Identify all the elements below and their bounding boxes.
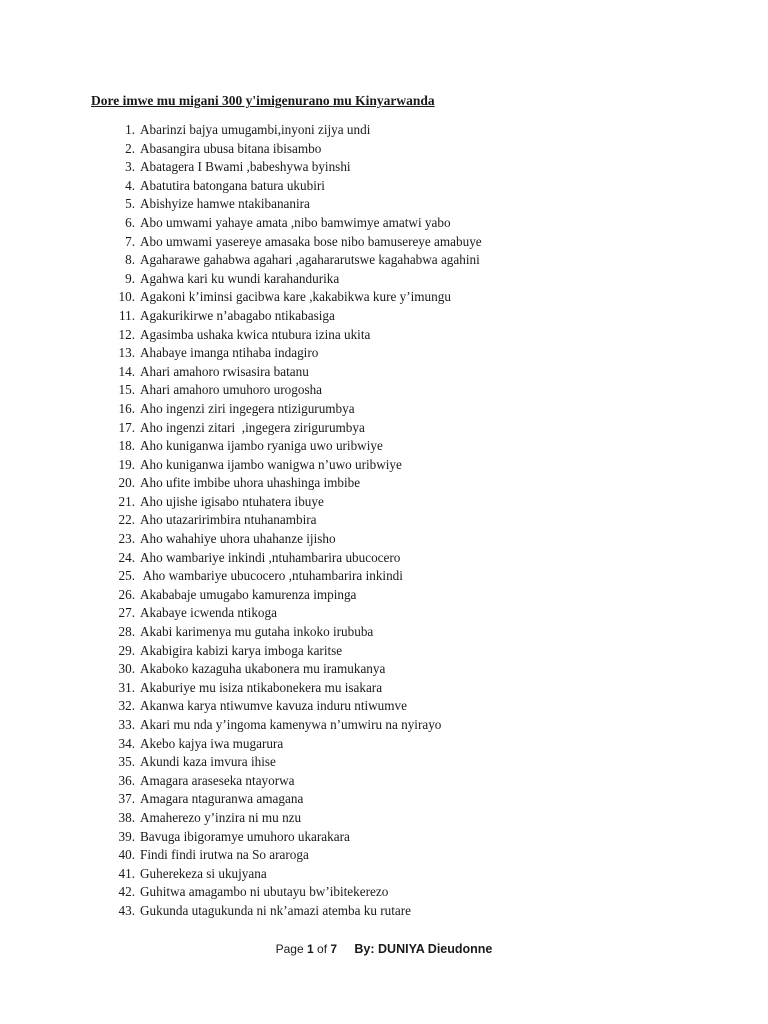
proverb-text: Aho kuniganwa ijambo ryaniga uwo uribwiye: [140, 438, 383, 454]
proverb-text: Akaburiye mu isiza ntikabonekera mu isakara: [140, 679, 383, 695]
proverb-number: 36.: [118, 772, 135, 788]
proverb-number: 16.: [118, 400, 135, 416]
proverb-number: 24.: [118, 549, 135, 565]
proverb-text: Akabaye icwenda ntikoga: [140, 605, 277, 621]
proverb-text: Akundi kaza imvura ihise: [140, 754, 276, 770]
proverb-text: Aho ujishe igisabo ntuhatera ibuye: [140, 493, 324, 509]
proverb-item: [107, 679, 482, 698]
proverb-number: 4.: [125, 177, 135, 193]
proverb-number: 25.: [118, 568, 135, 584]
proverb-item: [107, 307, 482, 326]
proverb-item: [107, 140, 482, 159]
proverb-number: 40.: [118, 847, 135, 863]
proverb-number: 43.: [118, 902, 135, 918]
proverb-number: 15.: [118, 382, 135, 398]
proverb-number: 33.: [118, 717, 135, 732]
proverb-text: Akaboko kazaguha ukabonera mu iramukanya: [140, 661, 386, 677]
proverb-text: Aho utazaririmbira ntuhanambira: [140, 512, 317, 528]
proverb-text: Gukunda utagukunda ni nk’amazi atemba ku rutare: [140, 902, 411, 918]
proverb-text: Aho ufite imbibe uhora uhashinga imbibe: [140, 475, 361, 491]
proverb-item: [107, 660, 482, 679]
proverb-item: [107, 493, 482, 512]
proverb-item: [107, 883, 482, 902]
proverb-item: [107, 902, 482, 921]
proverb-number: 14.: [118, 363, 135, 379]
proverb-item: [107, 456, 482, 475]
proverb-number: 32.: [118, 698, 135, 714]
proverb-text: Akanwa karya ntiwumve kavuza induru ntiwumve: [140, 698, 407, 714]
proverb-number: 35.: [118, 754, 135, 770]
proverb-number: 2.: [125, 140, 135, 156]
proverb-text: Akababaje umugabo kamurenza impinga: [140, 586, 357, 602]
proverb-text: Aho kuniganwa ijambo wanigwa n’uwo uribwiye: [140, 456, 402, 472]
proverb-number: 42.: [118, 884, 135, 900]
proverb-item: [107, 214, 482, 233]
proverb-item: [107, 381, 482, 400]
proverb-item: [107, 753, 482, 772]
proverb-item: [107, 623, 482, 642]
document-title: Dore imwe mu migani 300 y'imigenurano mu Kinyarwanda: [91, 93, 435, 108]
proverb-text: Ahabaye imanga ntihaba indagiro: [140, 345, 319, 361]
proverb-number: 11.: [119, 307, 135, 323]
proverb-text: Abishyize hamwe ntakibananira: [140, 196, 310, 212]
proverb-text: Agahwa kari ku wundi karahandurika: [140, 270, 340, 286]
proverb-text: Agakoni k’iminsi gacibwa kare ,kakabikwa kure y’imungu: [140, 289, 451, 305]
proverb-item: [107, 288, 482, 307]
proverb-number: 34.: [118, 735, 135, 751]
proverb-number: 7.: [125, 233, 135, 249]
proverb-number: 18.: [118, 438, 135, 454]
proverb-item: [107, 790, 482, 809]
proverb-item: [107, 697, 482, 716]
proverb-item: [107, 828, 482, 847]
proverb-text: Akabigira kabizi karya imboga karitse: [140, 642, 343, 658]
proverb-number: 5.: [125, 196, 135, 212]
proverb-item: [107, 344, 482, 363]
proverb-item: [107, 865, 482, 884]
proverb-item: [107, 511, 482, 530]
proverb-item: [107, 549, 482, 568]
proverb-text: Agaharawe gahabwa agahari ,agahararutswe kagahabwa agahini: [140, 252, 480, 268]
proverb-list: [107, 121, 482, 921]
proverb-item: [107, 604, 482, 623]
proverb-item: [107, 772, 482, 791]
proverb-text: Ahari amahoro rwisasira batanu: [140, 363, 309, 379]
page-of-label: of: [317, 942, 328, 956]
proverb-number: 23.: [118, 531, 135, 547]
proverb-text: Abatutira batongana batura ukubiri: [140, 177, 325, 193]
proverb-text: Akari mu nda y’ingoma kamenywa n’umwiru na nyirayo: [140, 717, 442, 732]
proverb-number: 9.: [125, 270, 135, 286]
proverb-number: 3.: [125, 159, 135, 175]
proverb-text: Bavuga ibigoramye umuhoro ukarakara: [140, 828, 350, 844]
proverb-number: 8.: [125, 252, 135, 268]
proverb-number: 19.: [118, 456, 135, 472]
proverb-text: Findi findi irutwa na So araroga: [140, 847, 309, 863]
proverb-text: Abarinzi bajya umugambi,inyoni zijya undi: [140, 122, 371, 137]
proverb-text: Ahari amahoro umuhoro urogosha: [140, 382, 323, 398]
proverb-item: [107, 158, 482, 177]
author-credit: By: DUNIYA Dieudonne: [354, 942, 493, 956]
proverb-item: [107, 474, 482, 493]
proverb-item: [107, 846, 482, 865]
proverb-item: [107, 400, 482, 419]
proverb-text: Amagara ntaguranwa amagana: [140, 791, 304, 807]
proverb-number: 30.: [118, 661, 135, 677]
page-total: 7: [330, 942, 338, 956]
page-label: Page: [275, 942, 304, 956]
proverb-text: Agasimba ushaka kwica ntubura izina ukita: [140, 326, 371, 342]
proverb-item: [107, 363, 482, 382]
proverb-item: [107, 586, 482, 605]
proverb-item: [107, 270, 482, 289]
proverb-text: Aho ingenzi ziri ingegera ntizigurumbya: [140, 400, 355, 416]
proverb-number: 26.: [118, 586, 135, 602]
proverb-text: Aho wambariye inkindi ,ntuhambarira ubucocero: [140, 549, 401, 565]
proverb-item: [107, 177, 482, 196]
proverb-number: 10.: [118, 289, 135, 305]
proverb-item: [107, 195, 482, 214]
proverb-text: Guherekeza si ukujyana: [140, 865, 267, 881]
proverb-item: [107, 735, 482, 754]
proverb-number: 28.: [118, 624, 135, 640]
page-current: 1: [306, 942, 314, 956]
proverb-item: [107, 251, 482, 270]
proverb-number: 29.: [118, 642, 135, 658]
proverb-text: Agakurikirwe n’abagabo ntikabasiga: [140, 307, 335, 323]
proverb-item: [107, 567, 482, 586]
proverb-number: 31.: [118, 679, 135, 695]
proverb-item: [107, 419, 482, 438]
proverb-item: [107, 809, 482, 828]
proverb-text: Aho ingenzi zitari ,ingegera zirigurumbya: [140, 419, 365, 435]
proverb-text: Akabi karimenya mu gutaha inkoko irububa: [140, 624, 374, 640]
proverb-number: 6.: [125, 214, 135, 230]
page-footer: [0, 942, 768, 956]
proverb-number: 41.: [118, 865, 135, 881]
proverb-item: [107, 121, 482, 140]
proverb-text: Aho wambariye ubucocero ,ntuhambarira inkindi: [140, 568, 403, 584]
proverb-text: Amaherezo y’inzira ni mu nzu: [140, 809, 302, 825]
proverb-text: Guhitwa amagambo ni ubutayu bw’ibitekerezo: [140, 884, 389, 900]
proverb-text: Amagara araseseka ntayorwa: [140, 772, 295, 788]
proverb-number: 27.: [118, 605, 135, 621]
proverb-number: 13.: [118, 345, 135, 361]
proverb-number: 38.: [118, 809, 135, 825]
proverb-text: Abo umwami yasereye amasaka bose nibo bamusereye amabuye: [140, 233, 482, 249]
proverb-number: 21.: [118, 493, 135, 509]
proverb-number: 12.: [118, 326, 135, 342]
proverb-text: Aho wahahiye uhora uhahanze ijisho: [140, 531, 336, 547]
proverb-number: 1.: [125, 122, 135, 137]
proverb-item: [107, 233, 482, 252]
proverb-item: [107, 716, 482, 735]
proverb-number: 22.: [118, 512, 135, 528]
proverb-number: 37.: [118, 791, 135, 807]
proverb-text: Abo umwami yahaye amata ,nibo bamwimye amatwi yabo: [140, 214, 451, 230]
proverb-text: Akebo kajya iwa mugarura: [140, 735, 284, 751]
proverb-text: Abatagera I Bwami ,babeshywa byinshi: [140, 159, 351, 175]
proverb-item: [107, 437, 482, 456]
proverb-text: Abasangira ubusa bitana ibisambo: [140, 140, 322, 156]
proverb-item: [107, 326, 482, 345]
proverb-number: 39.: [118, 828, 135, 844]
proverb-item: [107, 642, 482, 661]
proverb-number: 20.: [118, 475, 135, 491]
proverb-item: [107, 530, 482, 549]
proverb-number: 17.: [118, 419, 135, 435]
